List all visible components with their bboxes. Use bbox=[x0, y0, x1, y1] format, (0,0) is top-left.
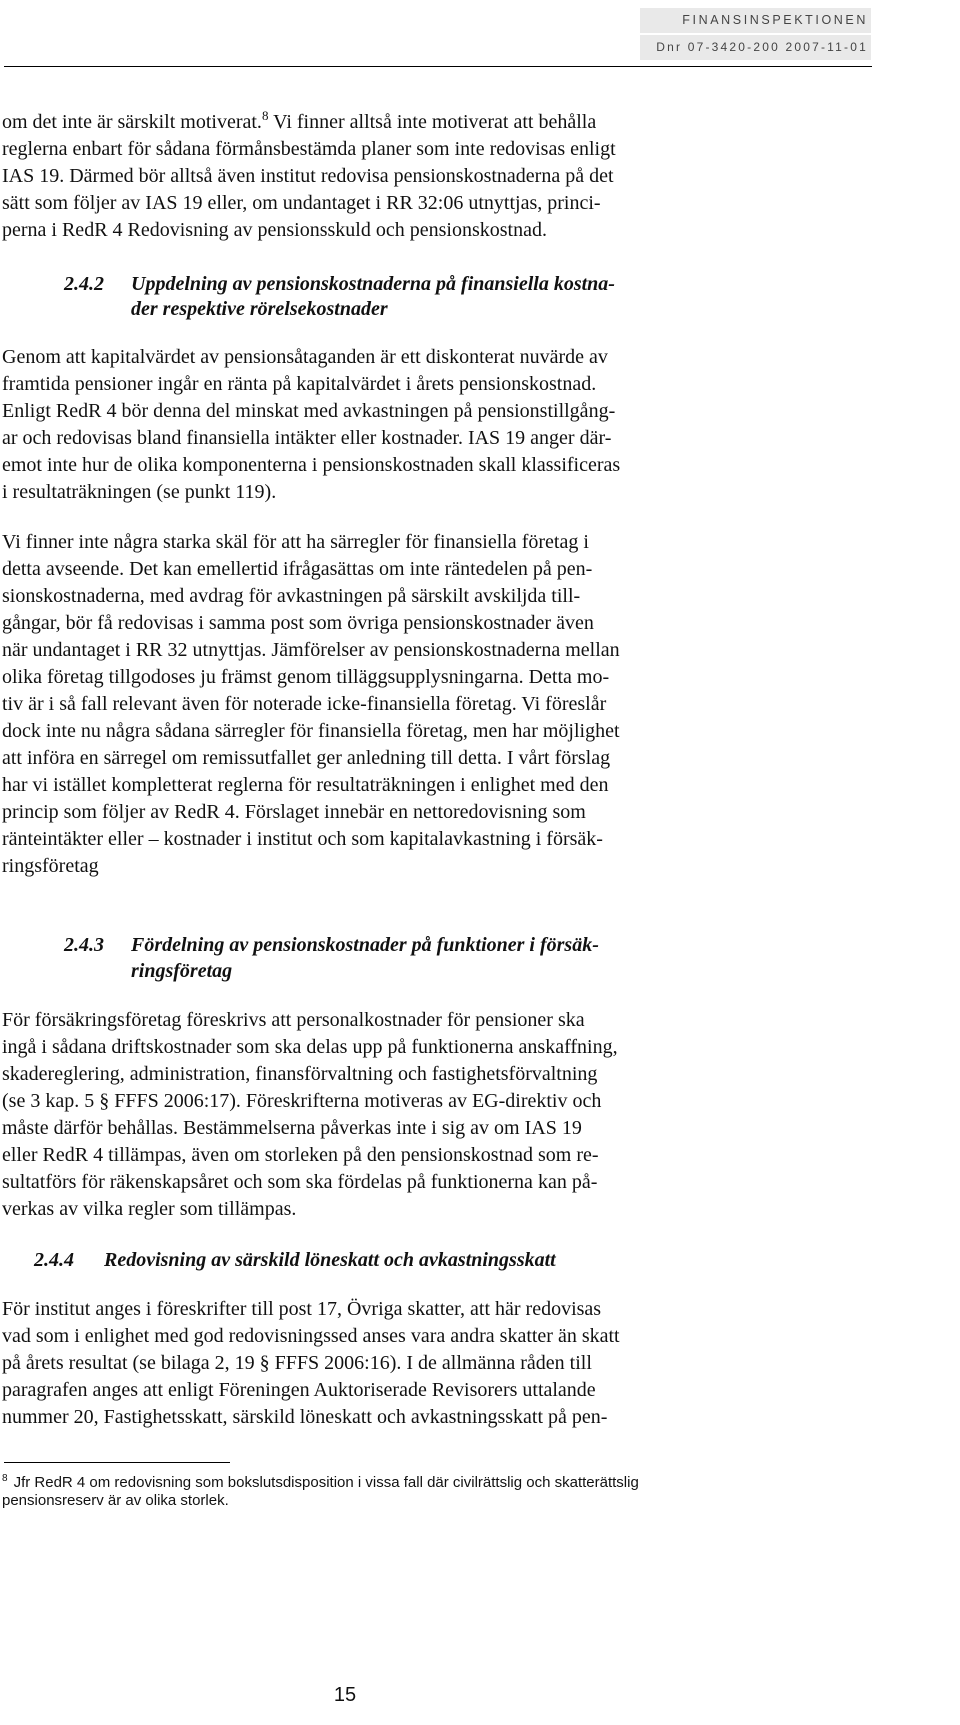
body-line: sätt som följer av IAS 19 eller, om undantaget i RR 32:06 utnyttjas, princi- bbox=[2, 192, 601, 214]
footnote-reference[interactable]: 8 bbox=[261, 108, 269, 123]
section-heading-2-4-2: Uppdelning av pensionskostnaderna på finansiella kostna- bbox=[131, 273, 615, 295]
body-line: eller RedR 4 tillämpas, även om storleken på den pensionskostnad som re- bbox=[2, 1144, 599, 1166]
body-line: vad som i enlighet med god redovisningssed anses vara andra skatter än skatt bbox=[2, 1325, 620, 1347]
body-line: på årets resultat (se bilaga 2, 19 § FFFS 2006:16). I de allmänna råden till bbox=[2, 1352, 592, 1374]
body-line: ingå i sådana driftskostnader som ska delas upp på funktionerna anskaffning, bbox=[2, 1036, 618, 1058]
section-heading-2-4-4: Redovisning av särskild löneskatt och avkastningsskatt bbox=[104, 1249, 556, 1271]
body-line: ringsföretag bbox=[2, 855, 99, 877]
body-line: sultatförs för räkenskapsåret och som ska fördelas på funktionerna kan på- bbox=[2, 1171, 598, 1193]
body-line: paragrafen anges att enligt Föreningen Auktoriserade Revisorers uttalande bbox=[2, 1379, 596, 1401]
footnote-separator bbox=[4, 1462, 230, 1463]
body-line: Genom att kapitalvärdet av pensionsåtaganden är ett diskonterat nuvärde av bbox=[2, 346, 608, 368]
footnote-text: $^8$ Jfr RedR 4 om redovisning som bokslutsdisposition i vissa fall där civilrättslig och skatterättslig bbox=[2, 1473, 639, 1491]
body-line: skadereglering, administration, finansförvaltning och fastighetsförvaltning bbox=[2, 1063, 598, 1085]
body-line: emot inte hur de olika komponenterna i pensionskostnaden skall klassificeras bbox=[2, 454, 621, 476]
body-line: måste därför behållas. Bestämmelserna påverkas inte i sig av om IAS 19 bbox=[2, 1117, 582, 1139]
body-line: i resultaträkningen (se punkt 119). bbox=[2, 481, 277, 503]
header-organization: FINANSINSPEKTIONEN bbox=[640, 8, 871, 33]
section-number-2-4-4: 2.4.4 bbox=[34, 1249, 74, 1271]
body-line: För försäkringsföretag föreskrivs att personalkostnader för pensioner ska bbox=[2, 1009, 585, 1031]
body-line: Vi finner inte några starka skäl för att ha särregler för finansiella företag i bbox=[2, 531, 589, 553]
body-line: olika företag tillgodoses ju främst genom tilläggsupplysningarna. Detta mo- bbox=[2, 666, 610, 688]
section-heading-2-4-2-cont: der respektive rörelsekostnader bbox=[131, 298, 388, 320]
body-line: reglerna enbart för sådana förmånsbestämda planer som inte redovisas enligt bbox=[2, 138, 616, 160]
body-line: ar och redovisas bland finansiella intäkter eller kostnader. IAS 19 anger där- bbox=[2, 427, 612, 449]
body-line: verkas av vilka regler som tillämpas. bbox=[2, 1198, 297, 1220]
section-number-2-4-2: 2.4.2 bbox=[64, 273, 104, 295]
body-line: IAS 19. Därmed bör alltså även institut redovisa pensionskostnaderna på det bbox=[2, 165, 614, 187]
body-line: har vi istället kompletterat reglerna för resultaträkningen i enlighet med den bbox=[2, 774, 609, 796]
body-line: dock inte nu några sådana särregler för finansiella företag, men har möjlighet bbox=[2, 720, 620, 742]
section-number-2-4-3: 2.4.3 bbox=[64, 934, 104, 956]
body-line: Enligt RedR 4 bör denna del minskat med avkastningen på pensionstillgång- bbox=[2, 400, 616, 422]
body-line: detta avseende. Det kan emellertid ifrågasättas om inte räntedelen på pen- bbox=[2, 558, 593, 580]
footnote-mark: 8 bbox=[2, 1473, 8, 1484]
section-heading-2-4-3-cont: ringsföretag bbox=[131, 960, 233, 982]
page-number: 15 bbox=[333, 1684, 357, 1706]
header-rule bbox=[4, 66, 872, 67]
body-line: perna i RedR 4 Redovisning av pensionsskuld och pensionskostnad. bbox=[2, 219, 547, 241]
body-line: sionskostnaderna, med avdrag för avkastningen på särskilt avskiljda till- bbox=[2, 585, 581, 607]
body-line: om det inte är särskilt motiverat.$^8$ Vi finner alltså inte motiverat att behålla bbox=[2, 108, 597, 133]
body-line: nummer 20, Fastighetsskatt, särskild löneskatt och avkastningsskatt på pen- bbox=[2, 1406, 608, 1428]
body-line: (se 3 kap. 5 § FFFS 2006:17). Föreskrifterna motiveras av EG-direktiv och bbox=[2, 1090, 602, 1112]
footnote-text-cont: pensionsreserv är av olika storlek. bbox=[2, 1492, 229, 1509]
body-line: För institut anges i föreskrifter till post 17, Övriga skatter, att här redovisas bbox=[2, 1298, 602, 1320]
body-line: när undantaget i RR 32 utnyttjas. Jämförelser av pensionskostnaderna mellan bbox=[2, 639, 620, 661]
header-document-number: Dnr 07-3420-200 2007-11-01 bbox=[640, 35, 871, 60]
section-heading-2-4-3: Fördelning av pensionskostnader på funktioner i försäk- bbox=[131, 934, 599, 956]
body-line: ränteintäkter eller – kostnader i institut och som kapitalavkastning i försäk- bbox=[2, 828, 603, 850]
body-line: princip som följer av RedR 4. Förslaget innebär en nettoredovisning som bbox=[2, 801, 586, 823]
body-line: tiv är i så fall relevant även för noterade icke-finansiella företag. Vi föreslår bbox=[2, 693, 607, 715]
body-line: att införa en särregel om remissutfallet ger anledning till detta. I vårt förslag bbox=[2, 747, 611, 769]
body-line: gångar, bör få redovisas i samma post som övriga pensionskostnader även bbox=[2, 612, 594, 634]
body-line: framtida pensioner ingår en ränta på kapitalvärdet i årets pensionskostnad. bbox=[2, 373, 597, 395]
